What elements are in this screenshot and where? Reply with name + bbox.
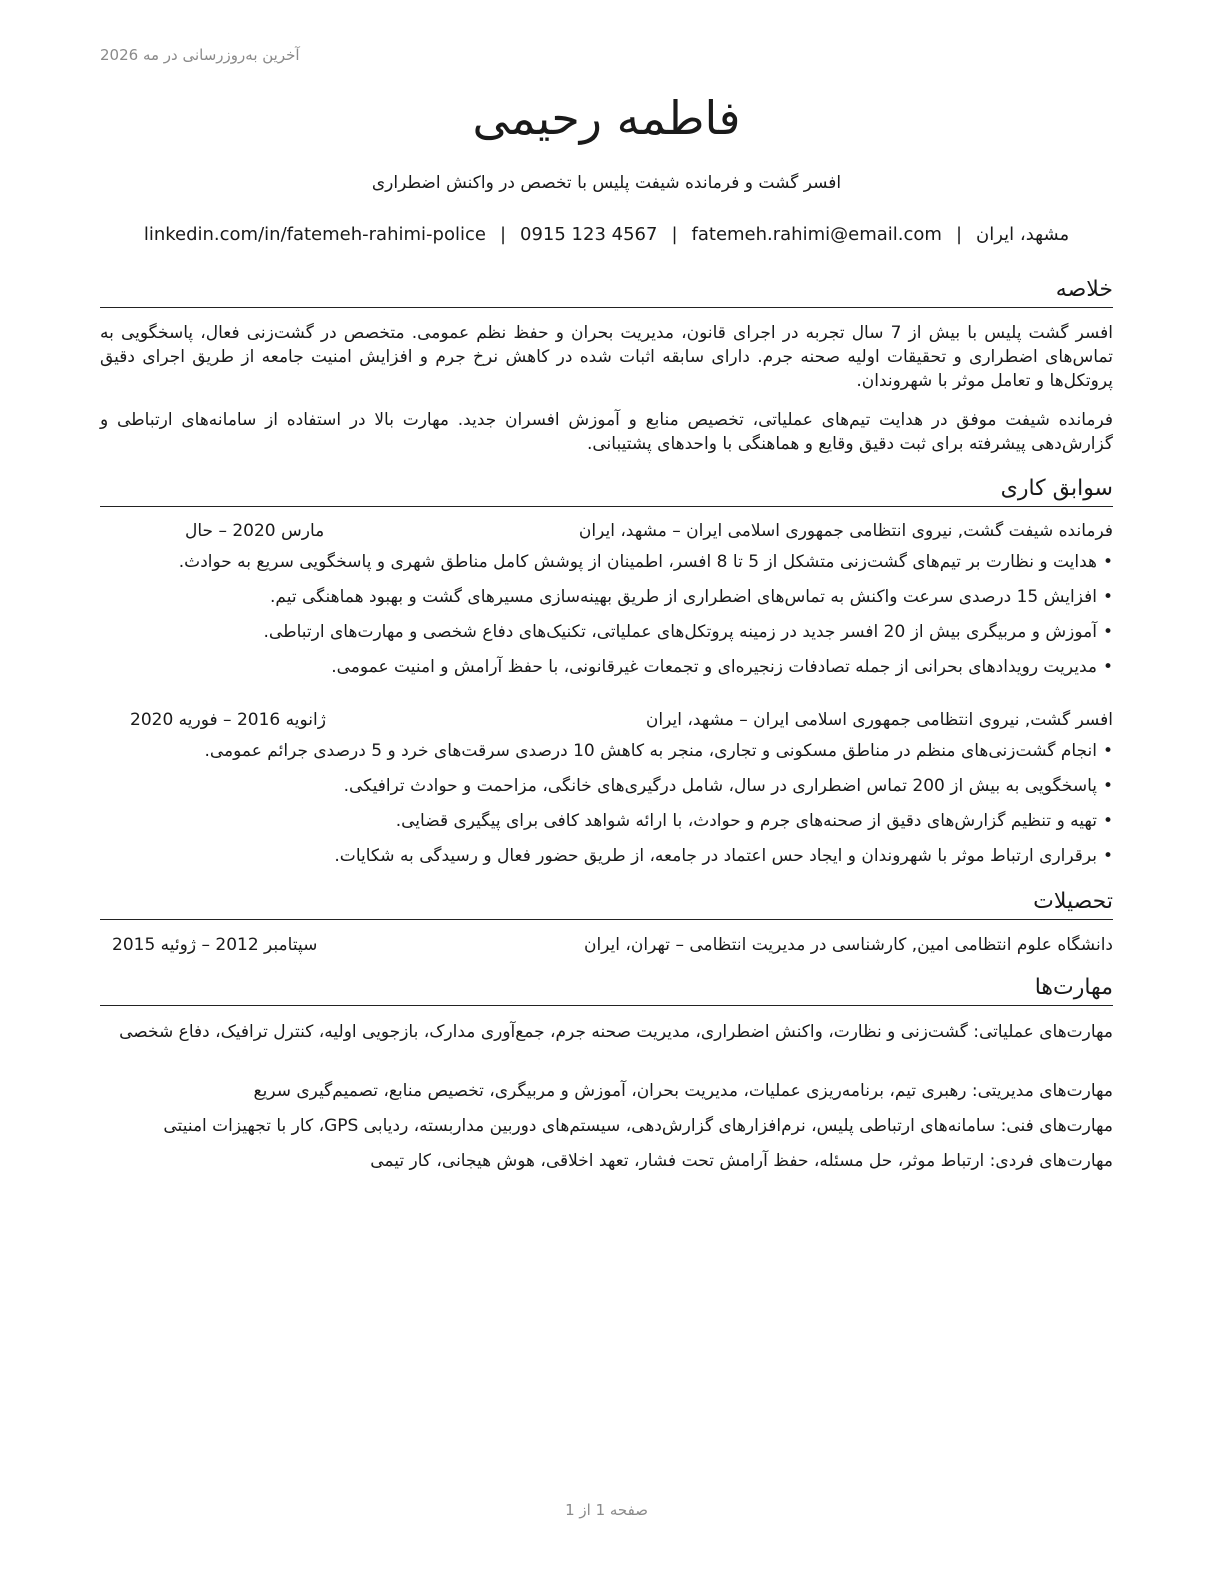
contact-separator: | xyxy=(671,224,678,245)
education-dates: سپتامبر 2012 – ژوئیه 2015 xyxy=(112,935,318,955)
candidate-tagline: افسر گشت و فرمانده شیفت پلیس با تخصص در واکنش اضطراری xyxy=(371,173,842,193)
skills-personal: مهارت‌های فردی: ارتباط موثر، حل مسئله، حفظ آرامش تحت فشار، تعهد اخلاقی، هوش هیجانی، کار تیمی xyxy=(370,1151,1113,1171)
contact-email[interactable]: fatemeh.rahimi@email.com xyxy=(691,224,942,245)
summary-paragraph-2: فرمانده شیفت موفق در هدایت تیم‌های عملیاتی، تخصیص منابع و آموزش افسران جدید. مهارت بالا در استفاده از سامانه‌های ارتباطی و گزارش‌دهی پیشرفته برای ثبت دقیق وقایع و هماهنگی با واحدهای پشتیبانی. xyxy=(100,410,1113,454)
contact-separator: | xyxy=(955,224,963,245)
job-1-bullets xyxy=(100,549,1113,689)
contact-line xyxy=(100,221,1113,249)
skills-section-title: مهارت‌ها xyxy=(100,973,1113,1006)
page-number: صفحه 1 از 1 xyxy=(565,1501,648,1519)
job-1-role: فرمانده شیفت گشت, نیروی انتظامی جمهوری اسلامی ایران – مشهد، ایران xyxy=(578,521,1113,541)
job-2-heading-row xyxy=(100,707,1113,733)
education-heading-row xyxy=(100,932,1113,958)
contact-linkedin[interactable]: linkedin.com/in/fatemeh-rahimi-police xyxy=(143,224,486,245)
job-2-bullet: • برقراری ارتباط موثر با شهروندان و ایجاد حس اعتماد در جامعه، از طریق حضور فعال و رسیدگی به شکایات. xyxy=(100,843,1113,878)
job-2-bullet: • تهیه و تنظیم گزارش‌های دقیق از صحنه‌های جرم و حوادث، با ارائه شواهد کافی برای پیگیری قضایی. xyxy=(100,808,1113,843)
skills-operational: مهارت‌های عملیاتی: گشت‌زنی و نظارت، واکنش اضطراری، مدیریت صحنه جرم، جمع‌آوری مدارک، بازجویی اولیه، کنترل ترافیک، دفاع شخصی xyxy=(119,1022,1113,1042)
job-1-bullet: • افزایش 15 درصدی سرعت واکنش به تماس‌های اضطراری از طریق بهینه‌سازی مسیرهای گشت و بهبود هماهنگی تیم. xyxy=(100,584,1113,619)
job-1-heading-row xyxy=(100,518,1113,544)
candidate-name: فاطمه رحیمی xyxy=(472,91,741,145)
contact-separator: | xyxy=(499,224,507,245)
job-1-bullet: • هدایت و نظارت بر تیم‌های گشت‌زنی متشکل از 5 تا 8 افسر، اطمینان از پوشش کامل مناطق شهری و پاسخگویی سریع به حوادث. xyxy=(100,549,1113,584)
skills-management: مهارت‌های مدیریتی: رهبری تیم، برنامه‌ریزی عملیات، مدیریت بحران، آموزش و مربیگری، تخصیص منابع، تصمیم‌گیری سریع xyxy=(253,1081,1113,1101)
resume-page xyxy=(100,0,1113,1584)
job-2-dates: ژانویه 2016 – فوریه 2020 xyxy=(130,710,326,730)
experience-section-title: سوابق کاری xyxy=(100,474,1113,507)
last-updated-note: آخرین به‌روزرسانی در مه 2026 xyxy=(100,46,300,64)
summary-section-title: خلاصه xyxy=(100,275,1113,308)
contact-location: مشهد، ایران xyxy=(976,224,1070,245)
summary-paragraph-1: افسر گشت پلیس با بیش از 7 سال تجربه در اجرای قانون، مدیریت بحران و حفظ نظم عمومی. متخصص در گشت‌زنی فعال، پاسخگویی به تماس‌های اضطراری و تحقیقات اولیه صحنه جرم. دارای سابقه اثبات شده در کاهش نرخ جرم و افزایش امنیت جامعه از طریق اجرای دقیق پروتکل‌ها و تعامل موثر با شهروندان. xyxy=(100,323,1114,391)
job-2-role: افسر گشت, نیروی انتظامی جمهوری اسلامی ایران – مشهد، ایران xyxy=(645,710,1113,730)
job-2-bullets xyxy=(100,738,1113,878)
job-2-bullet: • پاسخگویی به بیش از 200 تماس اضطراری در سال، شامل درگیری‌های خانگی، مزاحمت و حوادث ترافیکی. xyxy=(100,773,1113,808)
job-1-dates: مارس 2020 – حال xyxy=(185,521,325,541)
job-1-bullet: • مدیریت رویدادهای بحرانی از جمله تصادفات زنجیره‌ای و تجمعات غیرقانونی، با حفظ آرامش و امنیت عمومی. xyxy=(100,654,1113,689)
job-1-bullet: • آموزش و مربیگری بیش از 20 افسر جدید در زمینه پروتکل‌های عملیاتی، تکنیک‌های دفاع شخصی و مهارت‌های ارتباطی. xyxy=(100,619,1113,654)
skills-technical: مهارت‌های فنی: سامانه‌های ارتباطی پلیس، نرم‌افزارهای گزارش‌دهی، سیستم‌های دوربین مداربسته، ردیابی GPS، کار با تجهیزات امنیتی xyxy=(163,1116,1113,1136)
education-institution: دانشگاه علوم انتظامی امین, کارشناسی در مدیریت انتظامی – تهران، ایران xyxy=(583,935,1113,955)
education-section-title: تحصیلات xyxy=(100,887,1113,920)
contact-phone[interactable]: 0915 123 4567 xyxy=(520,224,658,245)
job-2-bullet: • انجام گشت‌زنی‌های منظم در مناطق مسکونی و تجاری، منجر به کاهش 10 درصدی سرقت‌های خرد و 5 درصدی جرائم عمومی. xyxy=(100,738,1113,773)
